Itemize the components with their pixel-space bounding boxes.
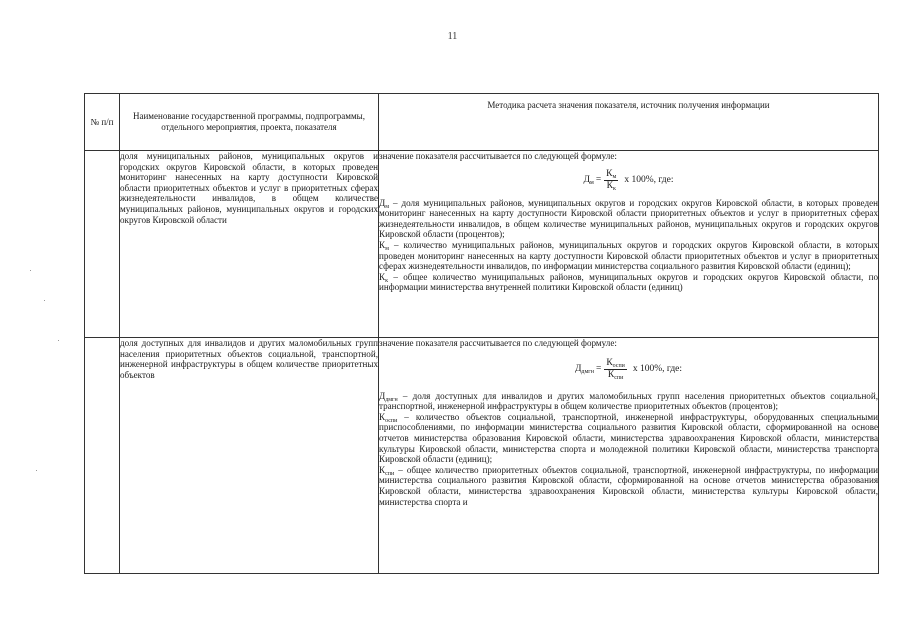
formula [379,169,878,192]
definition: $Д_{дмгн}$ – доля доступных для инвалидов и других маломобильных групп населения приоритетных объектов социальной, транспортной, инженерной инфраструктуры в общем количестве приоритетных объектов (процентов); [379,390,878,412]
row-number [85,338,120,574]
definition: $К_{спи}$ – общее количество приоритетных объектов социальной, транспортной, инженерной инфраструктуры, по информации министерства социального развития Кировской области, сформированной на основе отчетов министерства образования Кировской области, министерства здравоохранения Кировской области, министерства культуры Кировской области, министерства спорта и [379,464,878,507]
row-number [85,151,120,338]
definition: $Д_м$ – доля муниципальных районов, муниципальных округов и городских округов Кировской области, в которых проведен мониторинг нанесенных на карту доступности Кировской области приоритетных объектов и услуг в приоритетных сферах жизнедеятельности инвалидов, в общем количестве муниципальных районов, муниципальных округов и городских округов Кировской области (процентов); [379,197,878,240]
scan-speck [36,470,37,471]
formula-eq: = [595,174,602,185]
header-method: Методика расчета значения показателя, источник получения информации [379,94,879,151]
table-row [85,151,879,338]
indicator-name-text: доля муниципальных районов, муниципальных округов и городских округов Кировской области, в которых проведен мониторинг нанесенных на карту доступности Кировской области приоритетных объектов и услуг в приоритетных сферах жизнедеятельности инвалидов, в общем количестве муниципальных районов, муниципальных округов и городских округов Кировской области [120,151,378,225]
formula-fraction [604,169,618,192]
header-number: № п/п [85,94,120,151]
scan-speck [30,270,31,271]
definition: $К_к$ – общее количество муниципальных районов, муниципальных округов и городских округов Кировской области, по информации министерства внутренней политики Кировской области (единиц) [379,271,878,293]
method-intro: значение показателя рассчитывается по следующей формуле: [379,338,617,348]
indicator-name-text: доля доступных для инвалидов и других маломобильных групп населения приоритетных объектов социальной, транспортной, инженерной инфраструктуры в общем количестве приоритетных объектов [120,338,378,380]
formula-numerator: $К_{оспи}$ [606,357,625,369]
table-row [85,338,879,574]
formula [379,358,878,381]
method-cell [379,338,879,574]
formula-numerator: $К_м$ [606,168,617,180]
definition: $К_м$ – количество муниципальных районов, муниципальных округов и городских округов Кировской области, в которых проведен мониторинг нанесенных на карту доступности Кировской области приоритетных объектов и услуг в приоритетных сферах жизнедеятельности инвалидов, по информации министерства социального развития Кировской области (единиц); [379,239,878,272]
formula-tail: x 100%, где: [632,363,683,374]
page-number: 11 [447,31,458,42]
formula-tail: x 100%, где: [624,174,674,185]
indicator-table [84,93,879,574]
definition: $К_{оспи}$ – количество объектов социальной, транспортной, инженерной инфраструктуры, оборудованных специальными приспособлениями, по информации министерства социального развития Кировской области, сформированной на основе отчетов министерства образования Кировской области, министерства здравоохранения Кировской области, министерства культуры Кировской области, министерства спорта и молодежной политики Кировской области, министерства транспорта Кировской области (единиц); [379,411,878,465]
scan-speck [58,340,59,341]
formula-fraction [604,358,627,381]
formula-lhs: $Д_м$ [583,174,594,186]
header-name: Наименование государственной программы, подпрограммы, отдельного мероприятия, проекта, показателя [120,94,379,151]
formula-denominator: $К_{спи}$ [607,369,624,381]
formula-lhs: $Д_{дмгн}$ [574,363,594,375]
table-header-row [85,94,879,151]
formula-denominator: $К_к$ [606,180,616,192]
indicator-name [120,151,379,338]
method-cell [379,151,879,338]
scan-speck [44,300,45,301]
method-intro: значение показателя рассчитывается по следующей формуле: [379,151,617,161]
indicator-name [120,338,379,574]
formula-eq: = [595,363,602,374]
